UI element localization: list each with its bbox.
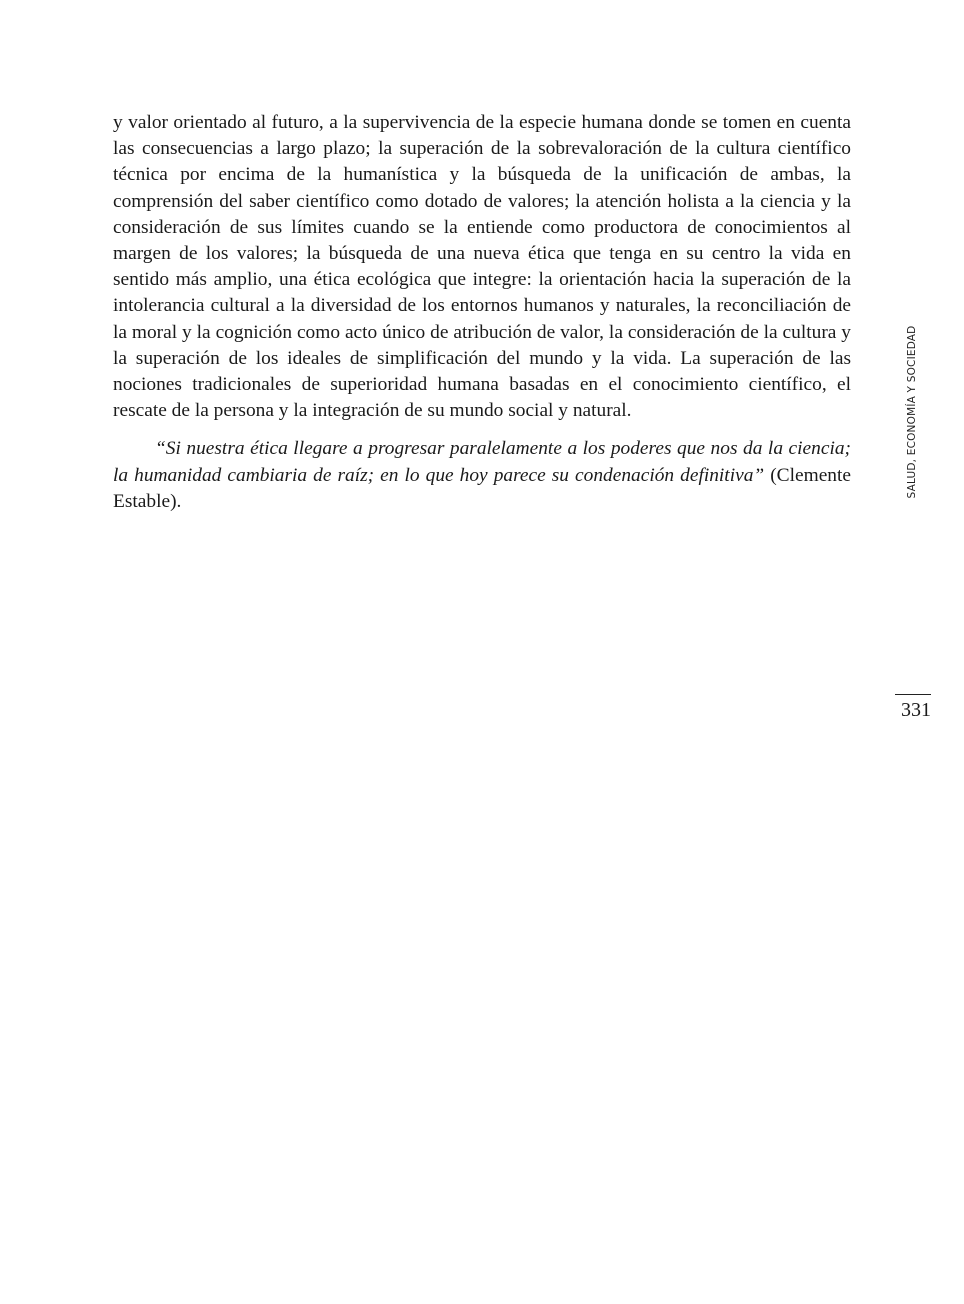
main-paragraph: y valor orientado al futuro, a la supervivencia de la especie humana donde se tomen en cuenta las consecuencias a largo plazo; la superación de la sobrevaloración de la cultura científico técnica por encima de la humanística y la búsqueda de la unificación de ambas, la comprensión del saber científico como dotado de valores; la atención holista a la ciencia y la consideración de sus límites cuando se la entiende como productora de conocimientos al margen de los valores; la búsqueda de una nueva ética que tenga en su centro la vida en sentido más amplio, una ética ecológica que integre: la orientación hacia la superación de la intolerancia cultural a la diversidad de los entornos humanos y naturales, la reconciliación de la moral y la cognición como acto único de atribución de valor, la consideración de la cultura y la superación de los ideales de simplificación del mundo y la vida. La superación de las nociones tradicionales de superioridad humana basadas en el conocimiento científico, el rescate de la persona y la integración de su mundo social y natural. [113, 112, 851, 422]
quote-paragraph [113, 436, 851, 515]
page-number: 331 [901, 699, 931, 721]
body-text [113, 110, 851, 515]
quote-attribution: (Clemente Estable). [113, 464, 851, 512]
page-number-rule [895, 694, 931, 695]
running-header: SALUD, ECONOMÍA Y SOCIEDAD [906, 325, 918, 499]
quote-text: “Si nuestra ética llegare a progresar paralelamente a los poderes que nos da la ciencia; la humanidad cambiaria de raíz; en lo que hoy parece su condenación definitiva” [113, 438, 851, 486]
